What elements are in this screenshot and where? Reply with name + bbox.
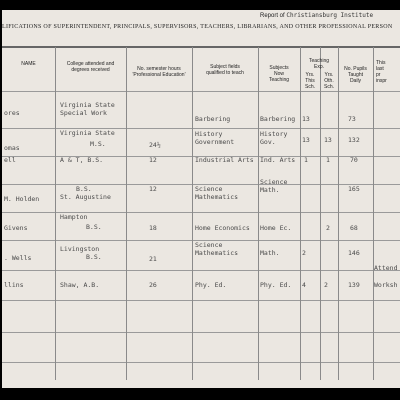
row-pupils: 146 [348,249,360,257]
header-pupils-line1: No. Pupils [344,66,367,72]
header-subject-fields [192,64,258,76]
header-pupils-line2: Taught [347,72,363,78]
row-subject-now: Math. [260,249,280,257]
row-degree: Special Work [60,109,107,117]
row-semester-hours: 21 [149,255,157,263]
header-college-line1: College attended and [66,61,115,67]
header-now-line1: Subjects [269,65,289,71]
header-semester-line2: 'Professional Education' [132,72,186,78]
report-of-line [260,12,373,19]
column-divider [126,47,127,380]
row-name: ores [4,109,20,117]
header-exp-this-line3: Sch. [304,84,315,90]
header-name: NAME [21,61,36,67]
row-exp-this: 13 [302,136,310,144]
row-subject-field-2: Mathematics [195,193,239,201]
row-subject-field: Science [195,185,223,193]
row-semester-hours: 26 [149,281,157,289]
header-exp-line2: Exp. [313,64,324,70]
row-name: omas [4,144,20,152]
column-divider [258,47,259,380]
header-college [55,61,126,73]
row-exp-this: 2 [302,249,306,257]
row-semester-hours: 24½ [149,141,161,149]
row-degree: B.S. [86,253,102,261]
header-subjects-now [258,65,300,83]
row-semester-hours: 12 [149,185,157,193]
form-title: LIFICATIONS OF SUPERINTENDENT, PRINCIPALS, SUPERVISORS, TEACHERS, LIBRARIANS, AND OTHER PROFESSIONAL PERSON [2,24,393,30]
row-divider [2,332,400,333]
row-pupils: 68 [350,224,358,232]
column-divider [338,47,339,380]
header-exp-other-school [320,72,338,90]
row-degree: St. Augustine [60,193,111,201]
row-college: Hampton [60,213,88,221]
row-subject-now: History [260,130,288,138]
row-name: . Wells [4,254,32,262]
header-fields-line1: Subject fields [210,64,240,70]
header-semester-line1: No. semester hours [137,66,181,72]
header-exp-this-line1: Yrs. [305,72,315,78]
table-top-border [2,46,400,48]
header-semester-hours [126,66,192,78]
column-divider [55,47,56,380]
row-subject-field: Science [195,241,223,249]
row-degree: M.S. [90,140,106,148]
row-pupils: 165 [348,185,360,193]
row-subject-now: Home Ec. [260,224,292,232]
row-college: A & T, B.S. [60,156,104,164]
header-last-column [376,60,387,84]
row-name: M. Holden [4,195,40,203]
row-semester-hours: 18 [149,224,157,232]
row-subject-now-2: Gov. [260,138,276,146]
row-pupils: 132 [348,136,360,144]
column-divider [373,47,374,380]
row-semester-hours: 12 [149,156,157,164]
header-last-line1: This [376,60,386,66]
row-subject-now: Science [260,178,288,186]
report-of-value: Christiansburg Institute [286,12,374,19]
row-college: Shaw, A.B. [60,281,100,289]
header-last-line2: last [376,66,384,72]
column-divider [192,47,193,380]
row-pupils: 70 [350,156,358,164]
row-divider [2,362,400,363]
row-subject-field: Industrial Arts [195,156,254,164]
header-now-line2: Now [273,71,284,77]
row-subject-now: Phy. Ed. [260,281,292,289]
header-bottom-border [2,91,400,92]
row-subject-field: Phy. Ed. [195,281,227,289]
row-last: Attend [374,264,398,272]
row-college: Virginia State [60,129,115,137]
header-exp-oth-line3: Sch. [323,84,334,90]
header-now-line3: Teaching [268,77,289,83]
row-divider [2,300,400,301]
header-last-line3: pr [376,72,381,78]
row-name: ell [4,156,16,164]
row-subject-now: Ind. Arts [260,156,296,164]
report-form [2,10,400,388]
row-subject-field: Home Economics [195,224,250,232]
column-divider [300,47,301,380]
row-degree: B.S. [86,223,102,231]
row-exp-other: 1 [326,156,330,164]
row-college: B.S. [76,185,92,193]
header-teaching-exp [300,58,338,70]
header-exp-oth-line1: Yrs. [324,72,334,78]
row-name: Givens [4,224,28,232]
row-college: Livingston [60,245,100,253]
row-subject-now-2: Math. [260,186,280,194]
row-subject-field-2: Mathematics [195,249,239,257]
row-exp-other: 2 [326,224,330,232]
header-exp-this-line2: This [305,78,315,84]
report-of-label: Report of [260,13,285,19]
row-exp-this: 4 [302,281,306,289]
header-fields-line2: qualified to teach [206,70,244,76]
row-pupils: 73 [348,115,356,123]
row-subject-now: Barbering [260,115,296,123]
row-exp-other: 13 [324,136,332,144]
header-exp-line1: Teaching [308,58,329,64]
row-last: Worksh [374,281,398,289]
row-subject-field: History [195,130,223,138]
column-divider [320,47,321,380]
row-exp-other: 2 [324,281,328,289]
row-divider [2,270,400,271]
row-pupils: 139 [348,281,360,289]
header-pupils [338,66,373,84]
header-exp-this-school [300,72,320,90]
row-college: Virginia State [60,101,115,109]
row-name: llins [4,281,24,289]
header-exp-oth-line2: Oth. [324,78,334,84]
header-college-line2: degrees received [71,67,110,73]
header-last-line4: inspr [376,78,387,84]
row-subject-field: Barbering [195,115,231,123]
row-exp-this: 1 [304,156,308,164]
row-exp-this: 13 [302,115,310,123]
header-pupils-line3: Daily [349,78,362,84]
row-subject-field-2: Government [195,138,235,146]
